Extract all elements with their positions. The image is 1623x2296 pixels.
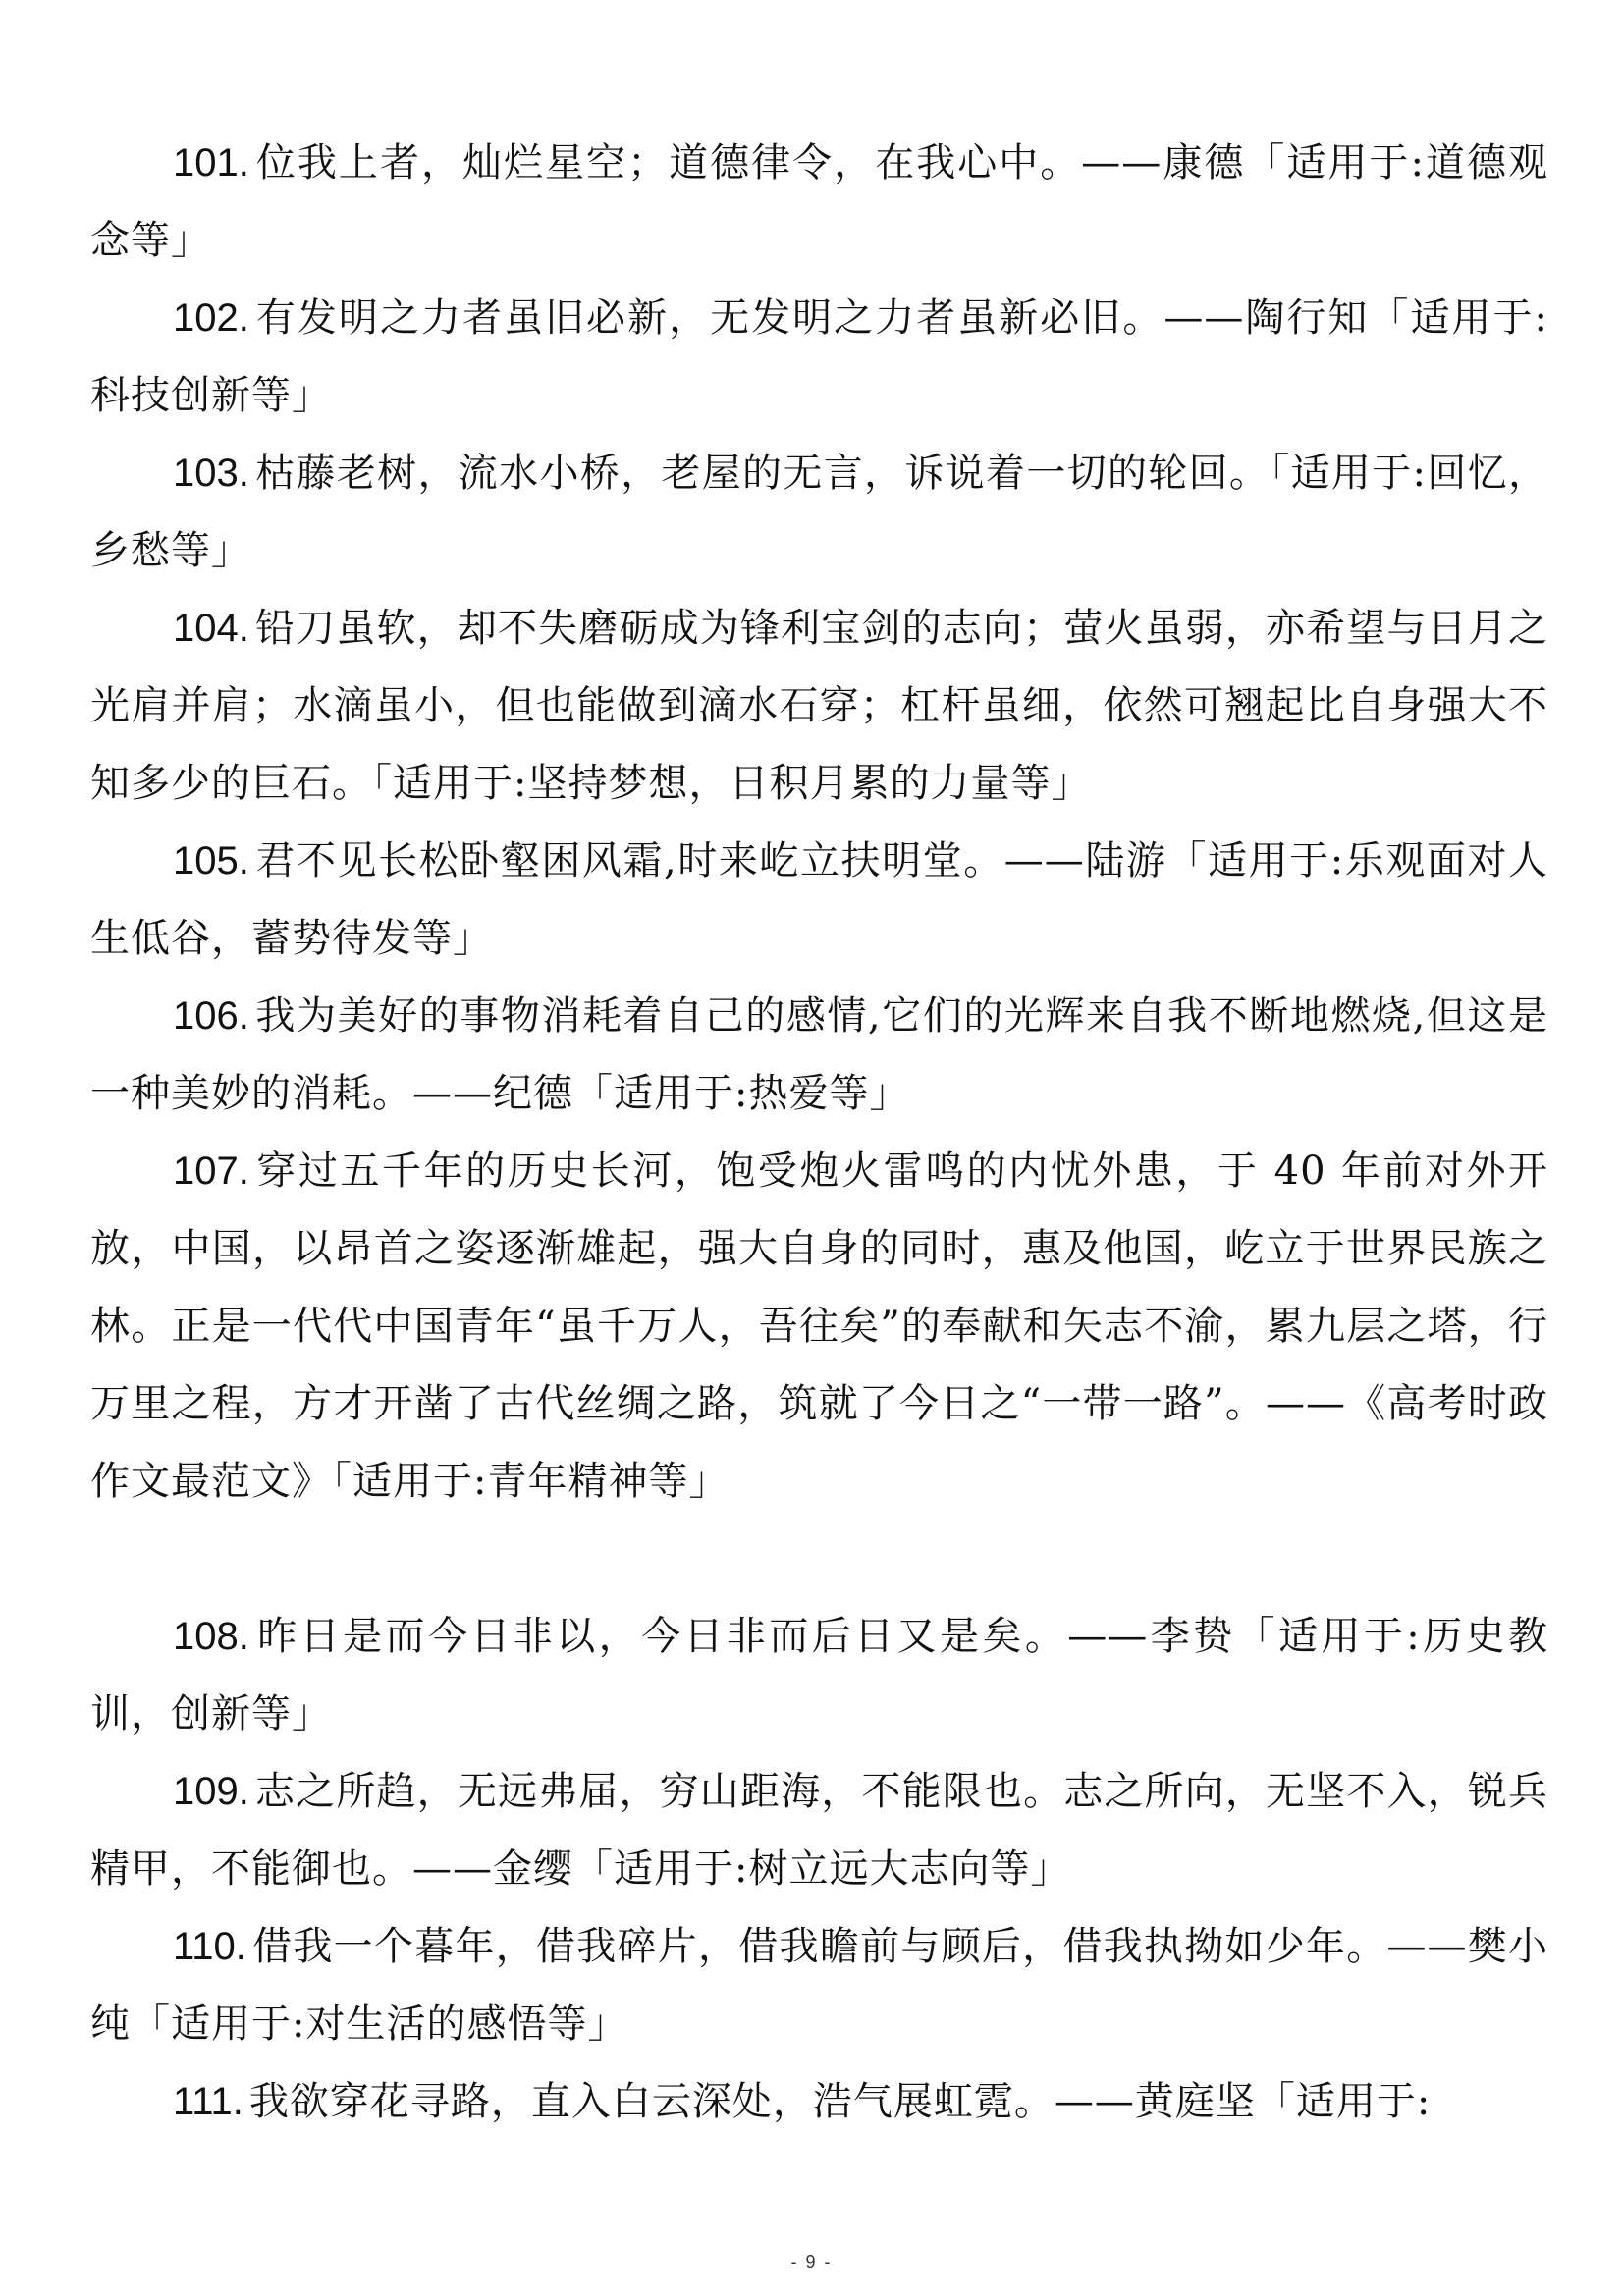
quote-number: 107. [173,1149,249,1193]
quote-text: 我为美好的事物消耗着自己的感情,它们的光辉来自我不断地燃烧,但这是一种美妙的消耗。——纪德「适用于:热爱等」 [90,993,1548,1116]
quote-paragraph [90,125,1548,280]
quote-text: 有发明之力者虽旧必新，无发明之力者虽新必旧。——陶行知「适用于:科技创新等」 [90,295,1548,418]
quote-text: 枯藤老树，流水小桥，老屋的无言，诉说着一切的轮回。「适用于:回忆，乡愁等」 [90,451,1548,573]
quote-list [90,125,1548,2141]
quote-text: 铅刀虽软，却不失磨砺成为锋利宝剑的志向；萤火虽弱，亦希望与日月之光肩并肩；水滴虽小，但也能做到滴水石穿；杠杆虽细，依然可翘起比自身强大不知多少的巨石。「适用于:坚持梦想，日积月累的力量等」 [90,606,1548,806]
quote-number: 108. [173,1615,249,1658]
quote-number: 105. [173,839,249,882]
quote-paragraph [90,590,1548,823]
quote-paragraph [90,280,1548,435]
quote-paragraph [90,435,1548,590]
quote-text: 君不见长松卧壑困风霜,时来屹立扶明堂。——陆游「适用于:乐观面对人生低谷，蓄势待发等」 [90,838,1548,961]
quote-text: 我欲穿花寻路，直入白云深处，浩气展虹霓。——黄庭坚「适用于: [248,2079,1432,2124]
quote-text: 借我一个暮年，借我碎片，借我瞻前与顾后，借我执拗如少年。——樊小纯「适用于:对生活的感悟等」 [90,1924,1548,2047]
quote-number: 106. [173,994,249,1038]
quote-paragraph [90,978,1548,1133]
quote-number: 104. [173,607,249,650]
quote-number: 110. [173,1925,246,1968]
quote-paragraph [90,1908,1548,2063]
quote-number: 111. [173,2080,243,2123]
quote-paragraph [90,1133,1548,1521]
quote-text: 位我上者，灿烂星空；道德律令，在我心中。——康德「适用于:道德观念等」 [90,140,1548,263]
quote-number: 103. [173,452,249,495]
quote-text: 昨日是而今日非以，今日非而后日又是矣。——李贽「适用于:历史教训，创新等」 [90,1614,1548,1736]
page-number: - 9 - [790,2252,833,2271]
quote-paragraph [90,823,1548,978]
quote-paragraph [90,2063,1548,2141]
quote-paragraph [90,1598,1548,1753]
quote-number: 102. [173,296,249,340]
quote-text: 穿过五千年的历史长河，饱受炮火雷鸣的内忧外患，于 40 年前对外开放，中国，以昂首之姿逐渐雄起，强大自身的同时，惠及他国，屹立于世界民族之林。正是一代代中国青年“虽千万人，吾往矣”的奉献和矢志不渝，累九层之塔，行万里之程，方才开凿了古代丝绸之路，筑就了今日之“一带一路”。——《高考时政作文最范文》「适用于:青年精神等」 [90,1148,1548,1504]
quote-paragraph [90,1753,1548,1908]
quote-number: 101. [173,141,249,185]
quote-text: 志之所趋，无远弗届，穷山距海，不能限也。志之所向，无坚不入，锐兵精甲，不能御也。——金缨「适用于:树立远大志向等」 [90,1769,1548,1892]
quote-number: 109. [173,1770,249,1813]
